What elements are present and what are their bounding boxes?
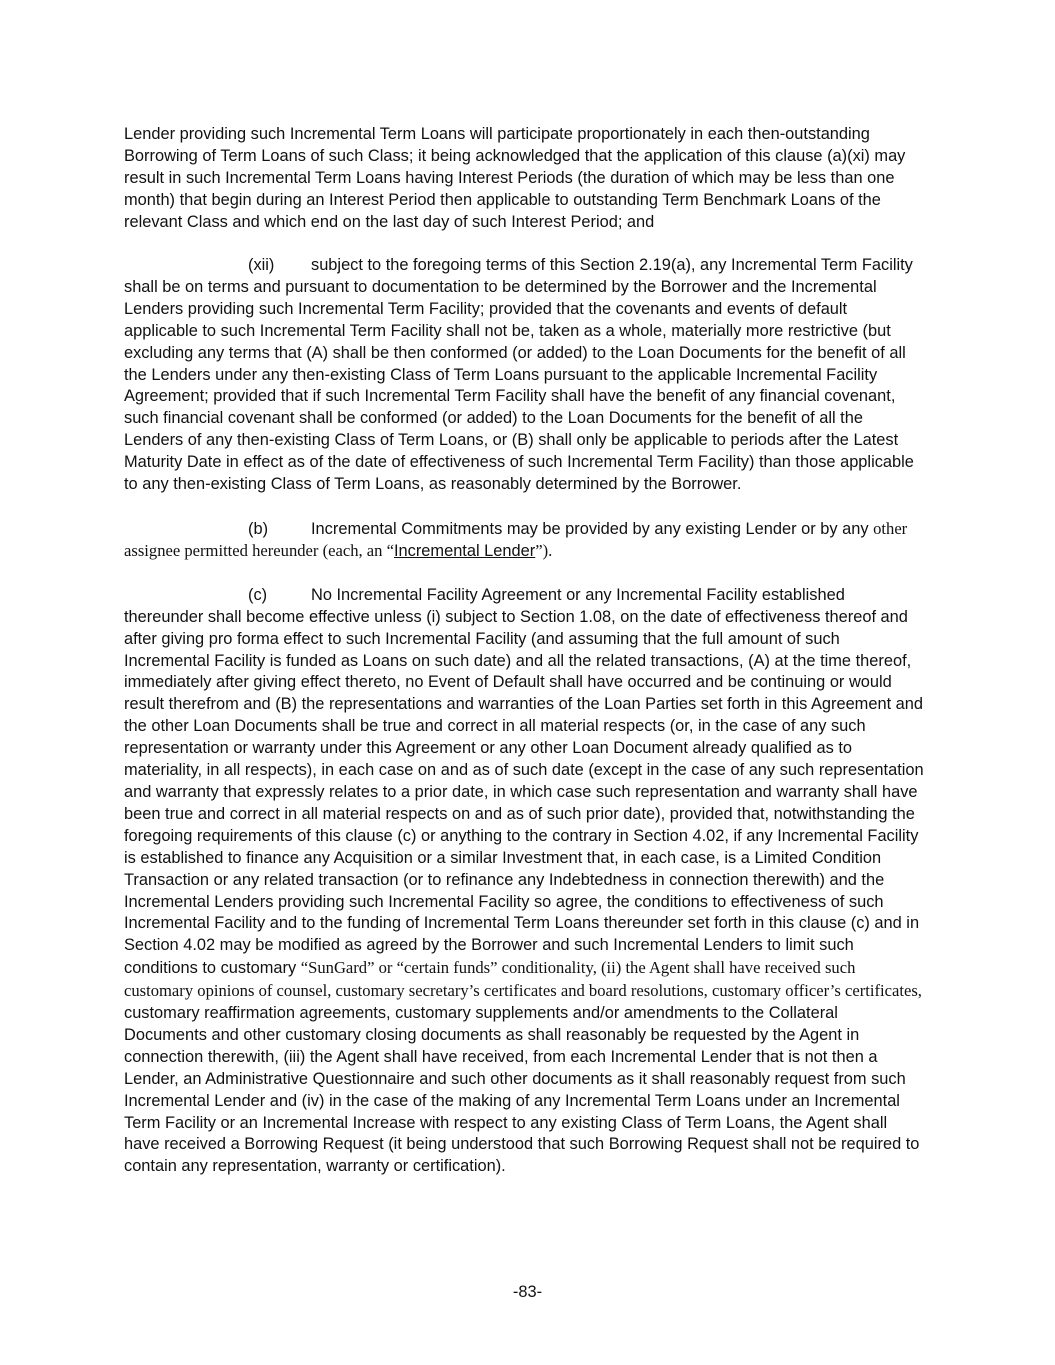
paragraph-text: subject to the foregoing terms of this Section 2.19(a), any Incremental Term Facility shall be on terms and pursuant to documentation to be determined by the Borrower and the Incremental Lenders providing such Incremental Term Facility; provided that the covenants and events of default applicable to such Incremental Term Facility shall not be, taken as a whole, materially more restrictive (but excluding any terms that (A) shall be then conformed (or added) to the Loan Documents for the benefit of all the Lenders under any then-existing Class of Term Loans pursuant to the applicable Incremental Facility Agreement; provided that if such Incremental Term Facility shall have the benefit of any financial covenant, such financial covenant shall be conformed (or added) to the Loan Documents for the benefit of all the Lenders of any then-existing Class of Term Loans, or (B) shall only be applicable to periods after the Latest Maturity Date in effect as of the date of effectiveness of such Incremental Term Facility) than those applicable to any then-existing Class of Term Loans, as reasonably determined by the Borrower. — [124, 256, 914, 494]
clause-marker: (b) — [248, 519, 269, 538]
paragraph-text: Lender providing such Incremental Term Loans will participate proportionately in each then-outstanding Borrowing of Term Loans of such Class; it being acknowledged that the application of this clause (a)(xi) may result in such Incremental Term Loans having Interest Periods (the duration of which may be less than one month) that begin during an Interest Period then applicable to outstanding Term Benchmark Loans of the relevant Class and which end on the last day of such Interest Period; and — [124, 125, 906, 231]
defined-term: Incremental Lender — [393, 542, 536, 561]
paragraph-text: No Incremental Facility Agreement or any Incremental Facility established thereunder shall become effective unless (i) subject to Section 1.08, on the date of effectiveness thereof and after giving pro forma effect to such Incremental Facility (and assuming that the full amount of such Incremental Facility is funded as Loans on such date) and all the related transactions, (A) at the time thereof, immediately after giving effect thereto, no Event of Default shall have occurred and be continuing or would result therefrom and (B) the representations and warranties of the Loan Parties set forth in this Agreement and the other Loan Documents shall be true and correct in all material respects (or, in the case of any such representation or warranty under this Agreement or any other Loan Document already qualified as to materiality, in all respects), in each case on and as of such date (except in the case of any such representation and warranty that expressly relates to a prior date, in which case such representation and warranty shall have been true and correct in all material respects on and as of such prior date), provided that, notwithstanding the foregoing requirements of this clause (c) or anything to the contrary in Section 4.02, if any Incremental Facility is established to finance any Acquisition or a similar Investment that, in each case, is a Limited Condition Transaction or any related transaction (or to refinance any Indebtedness in connection therewith) and the Incremental Lenders providing such Incremental Facility so agree, the conditions to effectiveness of such Incremental Facility and to the funding of Incremental Term Loans thereunder set forth in this clause (c) and in Section 4.02 may be modified as agreed by the Borrower and such Incremental Lenders to limit such conditions to customary — [124, 585, 924, 978]
paragraph-text-serif: other assignee permitted hereunder (each, an “ — [124, 518, 908, 561]
paragraph-text: Incremental Commitments may be provided by any existing Lender or by any — [311, 519, 869, 538]
paragraph-c — [124, 585, 924, 1178]
paragraph-b — [124, 518, 924, 564]
page-number: -83- — [512, 1283, 543, 1301]
paragraph-text-serif: ”). — [535, 541, 553, 561]
paragraph-text-serif: “SunGard” or “certain funds” conditionality, (ii) the Agent shall have received such customary opinions of counsel, customary secretary’s certificates and board resolutions, customary officer’s certificates, — [124, 958, 922, 1001]
document-body — [124, 124, 924, 1178]
clause-marker: (c) — [248, 585, 268, 604]
clause-marker: (xii) — [248, 256, 275, 275]
paragraph-text: customary reaffirmation agreements, customary supplements and/or amendments to the Collateral Documents and other customary closing documents as shall reasonably be requested by the Agent in connection therewith, (iii) the Agent shall have received, from each Incremental Lender that is not then a Lender, an Administrative Questionnaire and such other documents as it shall reasonably request from such Incremental Lender and (iv) in the case of the making of any Incremental Term Loans under an Incremental Term Facility or an Incremental Increase with respect to any existing Class of Term Loans, the Agent shall have received a Borrowing Request (it being understood that such Borrowing Request shall not be required to contain any representation, warranty or certification). — [124, 1004, 920, 1176]
paragraph-xii — [124, 255, 924, 496]
paragraph-continuation — [124, 124, 924, 234]
